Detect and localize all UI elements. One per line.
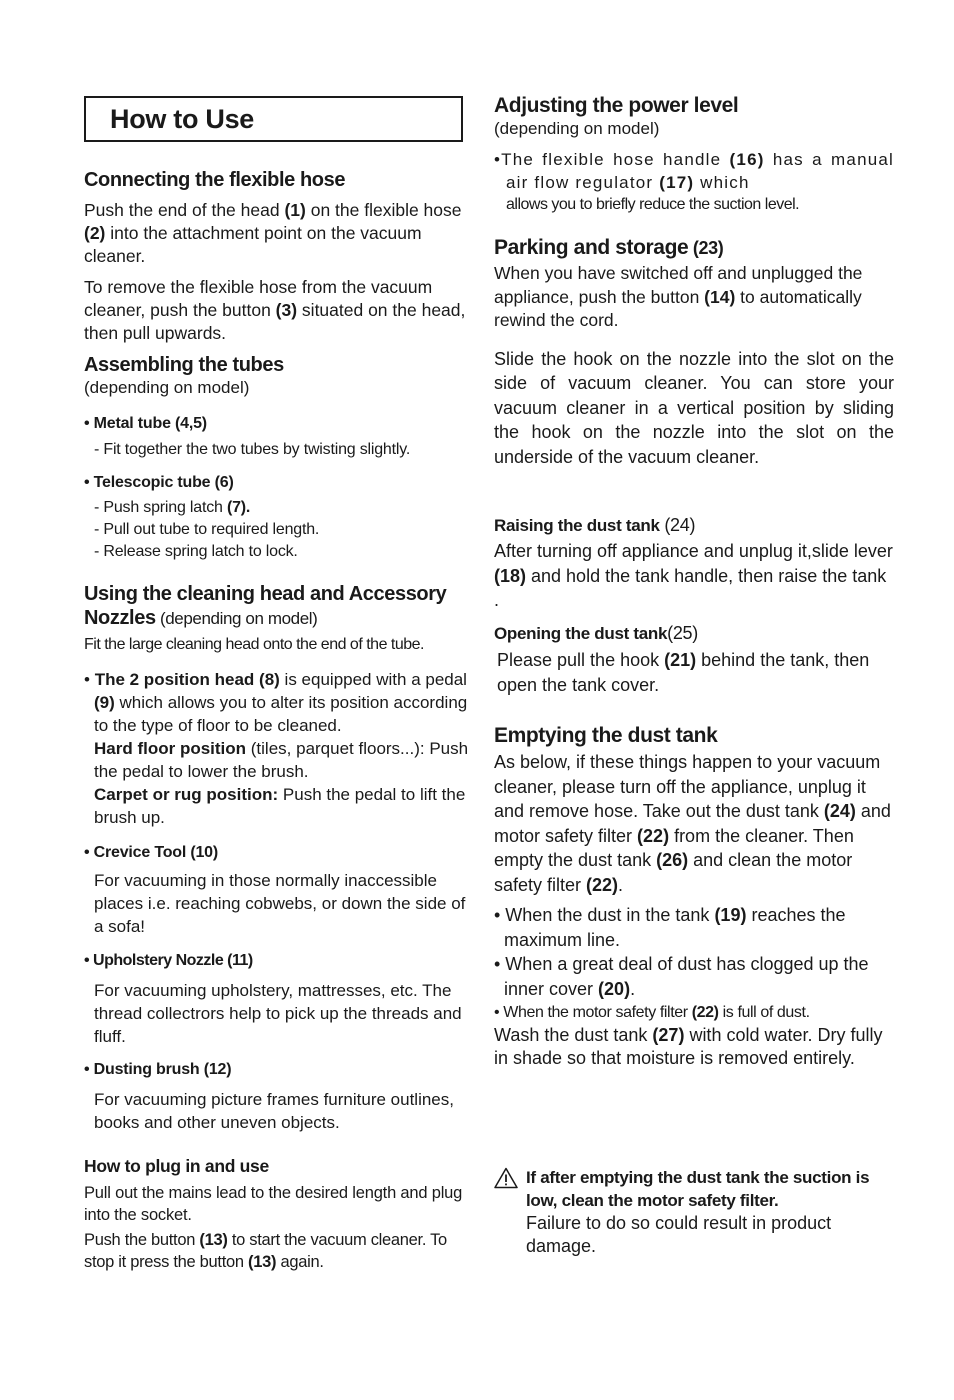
text-run: • When the motor safety filter xyxy=(494,1004,692,1021)
power-text-1 xyxy=(494,148,894,194)
emptying-bullet-2 xyxy=(494,952,894,1001)
text-run: Please pull the hook xyxy=(497,650,665,670)
telescopic-tube-label: • Telescopic tube (6) xyxy=(84,474,234,491)
hard-floor-para xyxy=(84,737,476,783)
power-heading: Adjusting the power level xyxy=(494,94,739,117)
text-run: and hold the tank handle, then raise the tank . xyxy=(494,565,887,610)
text-run: (20) xyxy=(598,978,631,999)
text-run: is full of dust. xyxy=(718,1004,810,1021)
text-run: (2) xyxy=(84,223,106,243)
text-run: • xyxy=(84,670,95,689)
nozzles-heading-2: Nozzles xyxy=(84,607,156,629)
section-tubes xyxy=(84,353,476,563)
text-run: (1) xyxy=(284,200,306,220)
upholstery-label: • Upholstery Nozzle (11) xyxy=(84,952,253,969)
telescopic-line-2: - Pull out tube to required length. xyxy=(94,521,320,538)
opening-heading-num: (25) xyxy=(667,623,698,643)
text-run: (22) xyxy=(586,874,619,895)
raising-heading: Raising the dust tank xyxy=(494,516,660,535)
telescopic-line-3: - Release spring latch to lock. xyxy=(94,543,298,560)
text-run: Hard floor position xyxy=(94,739,247,758)
text-run: again. xyxy=(276,1253,324,1271)
parking-heading: Parking and storage xyxy=(494,236,689,259)
metal-tube-label: • Metal tube (4,5) xyxy=(84,415,207,432)
text-run: (24) xyxy=(823,801,856,821)
text-run: . xyxy=(618,874,624,895)
text-run: into the attachment point on the vacuum cleaner. xyxy=(84,223,422,266)
emptying-bullet-1 xyxy=(494,903,894,952)
text-run: After turning off appliance and unplug it,slide lever xyxy=(494,541,893,561)
text-run: (9) xyxy=(94,693,115,712)
section-power xyxy=(494,94,894,216)
text-run: has a manual air flow regulator xyxy=(506,150,895,192)
text-run: (22) xyxy=(691,1004,719,1021)
text-run: on the flexible hose xyxy=(305,200,462,220)
text-run: (8) xyxy=(259,670,280,689)
parking-p1 xyxy=(494,262,894,333)
text-run: to automatically rewind the cord. xyxy=(494,286,862,330)
dusting-text: For vacuuming picture frames furniture outlines, books and other uneven objects. xyxy=(94,1090,454,1132)
text-run: (tiles, parquet floors...): Push the pedal to lower the brush. xyxy=(94,739,469,781)
text-run: As below, if these things happen to your vacuum cleaner, please turn off the appliance, unplug it and remove hose. Take out the dust tank xyxy=(494,752,881,821)
power-sub: (depending on model) xyxy=(494,119,660,138)
plug-p2 xyxy=(84,1229,476,1273)
tubes-heading: Assembling the tubes xyxy=(84,354,284,376)
parking-p2: Slide the hook on the nozzle into the slot on the side of vacuum cleaner. You can store your vacuum cleaner in a vertical position by sliding the hook on the nozzle into the slot on the underside of the vacuum cleaner. xyxy=(494,348,894,467)
plug-p1: Pull out the mains lead to the desired length and plug into the socket. xyxy=(84,1184,463,1224)
section-nozzles xyxy=(84,582,476,1134)
text-run: • When the dust in the tank xyxy=(494,905,715,925)
warning-text-block xyxy=(526,1166,894,1258)
text-run: • When a great deal of dust has clogged up the inner cover xyxy=(494,954,869,999)
text-run: is equipped with a pedal xyxy=(279,670,467,689)
text-run: (7). xyxy=(226,499,251,516)
emptying-bullet-3 xyxy=(494,1001,894,1024)
emptying-heading: Emptying the dust tank xyxy=(494,724,718,747)
text-run: Push the end of the head xyxy=(84,200,285,220)
text-run: which xyxy=(694,173,750,192)
section-parking xyxy=(494,236,894,469)
text-run: from the cleaner. Then empty the dust tank xyxy=(494,825,854,870)
warning-text: Failure to do so could result in product damage. xyxy=(526,1213,832,1256)
text-run: Carpet or rug position: xyxy=(94,785,279,804)
emptying-wash xyxy=(494,1024,894,1070)
text-run: (22) xyxy=(637,825,670,846)
warning-block xyxy=(494,1166,894,1266)
text-run: (13) xyxy=(248,1253,277,1271)
text-run: (18) xyxy=(494,565,527,586)
text-run: (16) xyxy=(729,150,765,169)
tubes-sub: (depending on model) xyxy=(84,378,250,397)
text-run: The 2 position head xyxy=(94,670,260,689)
text-run: Push the button xyxy=(84,1231,200,1249)
text-run: (21) xyxy=(664,650,697,670)
opening-p xyxy=(494,648,894,697)
text-run: (27) xyxy=(652,1025,685,1045)
text-run: (17) xyxy=(659,173,695,192)
parking-heading-num: (23) xyxy=(688,238,724,258)
text-run: and clean the motor safety filter xyxy=(494,850,853,895)
raising-p xyxy=(494,539,894,613)
text-run: Push the pedal to lift the brush up. xyxy=(94,785,466,827)
text-run: (26) xyxy=(656,850,689,870)
metal-tube-line: - Fit together the two tubes by twisting slightly. xyxy=(94,441,411,458)
text-run: (3) xyxy=(275,300,298,320)
position-head-para xyxy=(84,668,476,737)
text-run: situated on the head, then pull upwards. xyxy=(84,300,466,343)
hose-heading: Connecting the flexible hose xyxy=(84,169,346,191)
page-title: How to Use xyxy=(110,104,255,134)
text-run: (14) xyxy=(704,286,736,307)
nozzles-intro: Fit the large cleaning head onto the end of the tube. xyxy=(84,636,424,653)
text-run: (13) xyxy=(199,1231,228,1249)
text-run: - Push spring latch xyxy=(94,499,227,516)
nozzles-heading-1: Using the cleaning head and Accessory xyxy=(84,583,447,605)
text-run: •The flexible hose handle xyxy=(494,150,730,169)
text-run: which allows you to alter its position according to the type of floor to be cleaned. xyxy=(94,693,468,735)
opening-heading: Opening the dust tank xyxy=(494,624,668,643)
text-run: behind the tank, then open the tank cover. xyxy=(497,650,870,695)
upholstery-text: For vacuuming upholstery, mattresses, etc. The thread collectrors help to pick up the threads and fluff. xyxy=(94,981,462,1046)
power-text-2: allows you to briefly reduce the suction level. xyxy=(506,196,800,213)
warning-bold: If after emptying the dust tank the suction is low, clean the motor safety filter. xyxy=(526,1168,870,1210)
text-run: (19) xyxy=(714,905,747,925)
carpet-para xyxy=(84,783,476,829)
text-run: with cold water. Dry fully in shade so that moisture is removed entirely. xyxy=(494,1025,883,1068)
crevice-label: • Crevice Tool (10) xyxy=(84,844,218,861)
emptying-p1 xyxy=(494,750,894,897)
hose-p1 xyxy=(84,199,476,268)
text-run: When you have switched off and unplugged the appliance, push the button xyxy=(494,263,863,307)
warning-triangle-icon xyxy=(494,1167,518,1189)
text-run: . xyxy=(630,978,636,999)
text-run: To remove the flexible hose from the vacuum cleaner, push the button xyxy=(84,277,433,320)
hose-p2 xyxy=(84,276,476,345)
section-opening xyxy=(494,622,894,697)
nozzles-heading-sub: (depending on model) xyxy=(155,609,318,628)
crevice-text: For vacuuming in those normally inaccessible places i.e. reaching cobwebs, or down the side of a sofa! xyxy=(94,871,466,936)
text-run: to start the vacuum cleaner. To stop it press the button xyxy=(84,1231,447,1271)
text-run: reaches the maximum line. xyxy=(504,905,846,950)
text-run: Wash the dust tank xyxy=(494,1025,653,1045)
text-run: and motor safety filter xyxy=(494,801,891,846)
telescopic-line-1 xyxy=(84,497,476,519)
title-box xyxy=(84,96,463,142)
section-plug xyxy=(84,1155,476,1273)
raising-heading-num: (24) xyxy=(659,515,696,535)
plug-heading: How to plug in and use xyxy=(84,1156,269,1176)
section-hose xyxy=(84,168,476,345)
section-raising xyxy=(494,514,894,613)
position-head-block xyxy=(84,668,476,829)
section-emptying xyxy=(494,724,894,1070)
dusting-label: • Dusting brush (12) xyxy=(84,1061,232,1078)
